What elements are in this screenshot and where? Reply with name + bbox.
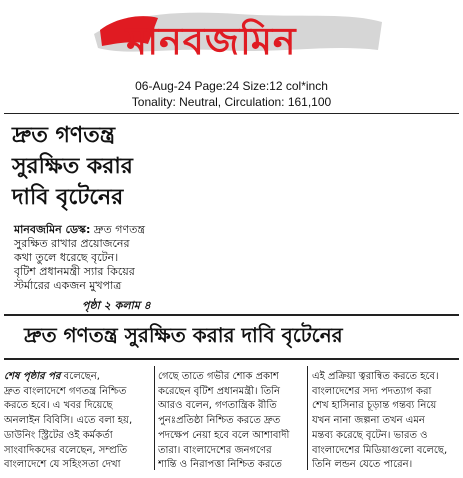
body-column-2-line-7: শান্তি ও নিরাপত্তা নিশ্চিত করতে — [158, 459, 282, 471]
body-column-1-line-1 — [4, 370, 150, 385]
page-reference: পৃষ্ঠা ২ কলাম ৪ — [82, 299, 151, 312]
body-column-2-line-4: পুনঃপ্রতিষ্ঠা নিশ্চিত করতে দ্রুত — [158, 415, 281, 427]
intro-source: মানবজমিন ডেস্ক: — [14, 223, 91, 236]
intro-line-1-text: দ্রুত গণতন্ত্র — [90, 223, 146, 236]
masthead-name: মানবজমিন — [126, 18, 297, 63]
body-column-1 — [4, 370, 150, 473]
clip-info-line-2: Tonality: Neutral, Circulation: 161,100 — [131, 95, 332, 109]
body-column-1-line-1-text: বলেছেন, — [60, 371, 100, 382]
body-column-2-line-3: আরও বলেন, গণতান্ত্রিক রীতি — [158, 400, 277, 412]
body-column-2 — [158, 370, 304, 473]
divider-top — [4, 113, 459, 114]
headline-line-3: দাবি বৃটেনের — [12, 185, 124, 210]
body-column-3-line-3: শেখ হাসিনার চূড়ান্ত গন্তব্য নিয়ে — [312, 400, 437, 412]
body-column-2-line-1: গেছে তাতে গভীর শোক প্রকাশ — [158, 371, 279, 382]
body-column-1-line-7: বাংলাদেশে যে সহিংসতা দেখা — [4, 459, 121, 471]
column-divider-2 — [307, 366, 308, 470]
body-column-3-line-1: এই প্রক্রিয়া ত্বরান্বিত করতে হবে। — [312, 371, 439, 382]
column-divider-1 — [154, 366, 155, 470]
body-column-3-line-2: বাংলাদেশের সদ্য পদত্যাগ করা — [312, 385, 432, 397]
divider-middle — [4, 314, 459, 316]
body-column-3-line-6: বাংলাদেশের মিডিয়াগুলো বলেছে, — [312, 444, 448, 456]
body-column-3 — [312, 370, 458, 473]
intro-line-4: বৃটিশ প্রধানমন্ত্রী স্যার কিয়ের — [14, 265, 135, 278]
body-column-2-line-6: তারা। বাংলাদেশের জনগণের — [158, 444, 272, 456]
body-column-3-line-5: মন্তব্য করেছে বৃটেন। ভারত ও — [312, 429, 428, 441]
body-column-3-line-7: তিনি লন্ডন যেতে পারেন। — [312, 459, 413, 471]
intro-line-5: স্টর্মারের একজন মুখপাত্র — [14, 279, 122, 292]
intro-line-3: কথা তুলে ধরেছে বৃটেন। — [14, 251, 119, 264]
body-column-1-line-3: করতে হবে। এ খবর দিয়েছে — [4, 400, 113, 412]
body-column-1-line-2: দ্রুত বাংলাদেশে গণতন্ত্র নিশ্চিত — [4, 385, 127, 397]
masthead-logo — [88, 4, 388, 63]
banner-headline: দ্রুত গণতন্ত্র সুরক্ষিত করার দাবি বৃটেনের — [24, 323, 343, 347]
body-column-1-line-4: অনলাইন বিবিসি। এতে বলা হয়, — [4, 415, 133, 427]
clip-info-line-1: 06-Aug-24 Page:24 Size:12 col*inch — [135, 79, 328, 93]
body-column-2-line-5: পদক্ষেপ নেয়া হবে বলে আশাবাদী — [158, 429, 290, 441]
intro-line-2: সুরক্ষিত রাখার প্রয়োজনের — [14, 237, 130, 250]
divider-lower — [4, 358, 459, 360]
intro-text — [14, 223, 214, 293]
body-column-3-line-4: যখন নানা জল্পনা তখন এমন — [312, 415, 425, 427]
continuation-label: শেষ পৃষ্ঠার পর — [4, 371, 61, 382]
body-column-1-line-5: ডাউনিং স্ট্রিটের ওই কর্মকর্তা — [4, 429, 113, 441]
headline-line-2: সুরক্ষিত করার — [12, 154, 133, 179]
body-column-2-line-2: করেছেন বৃটিশ প্রধানমন্ত্রী। তিনি — [158, 385, 280, 397]
headline-line-1: দ্রুত গণতন্ত্র — [12, 123, 116, 148]
body-column-1-line-6: সাংবাদিকদের বলেছেন, সম্প্রতি — [4, 444, 128, 456]
intro-line-1 — [14, 223, 214, 237]
